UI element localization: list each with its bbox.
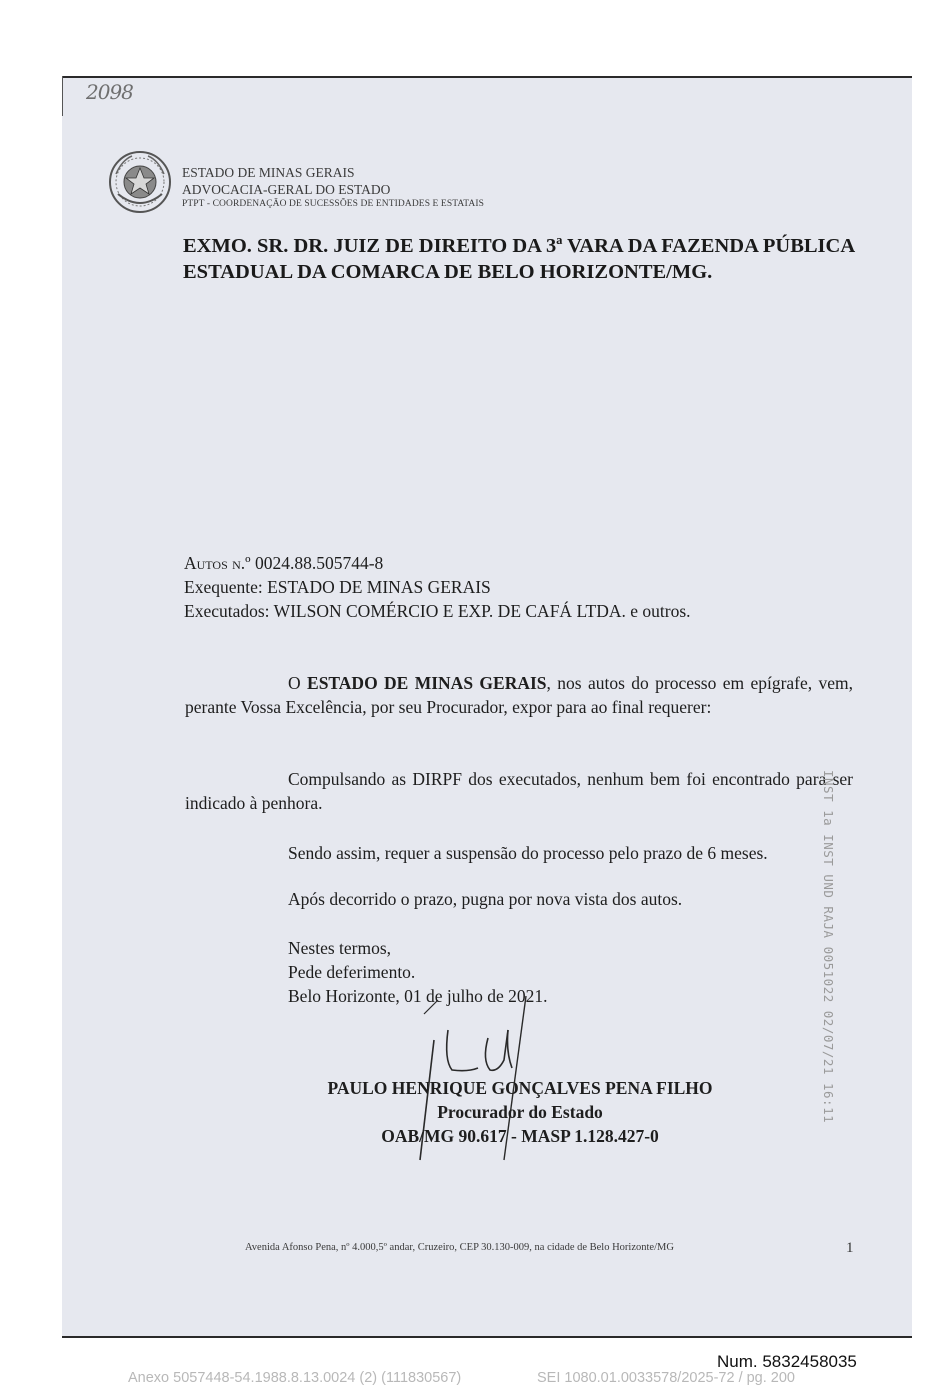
page-number: 1 bbox=[846, 1240, 854, 1256]
autos-line bbox=[184, 551, 691, 575]
paragraph-intro bbox=[185, 671, 853, 719]
sei-reference: SEI 1080.01.0033578/2025-72 / pg. 200 bbox=[537, 1370, 795, 1386]
footer-address: Avenida Afonso Pena, nº 4.000,5º andar, Cruzeiro, CEP 30.130-009, na cidade de Belo Horizonte/MG bbox=[245, 1242, 674, 1253]
exequente-line: Exequente: ESTADO DE MINAS GERAIS bbox=[184, 577, 491, 597]
paragraph-dirpf: Compulsando as DIRPF dos executados, nenhum bem foi encontrado para ser indicado à penhora. bbox=[185, 769, 853, 813]
protocol-stamp: INST 1a INST UND RAJA 0051022 02/07/21 16:11 bbox=[821, 770, 836, 1124]
state-coat-of-arms-icon bbox=[108, 150, 172, 214]
letterhead-state: ESTADO DE MINAS GERAIS bbox=[182, 165, 355, 180]
case-info bbox=[184, 551, 691, 623]
addressee-heading bbox=[183, 233, 855, 285]
paragraph-intro-start: O bbox=[288, 673, 308, 693]
addressee-line-1: EXMO. SR. DR. JUIZ DE DIREITO DA 3ª VARA DA FAZENDA PÚBLICA bbox=[183, 235, 856, 257]
closing-line-2: Pede deferimento. bbox=[288, 962, 416, 982]
paragraph-deadline: Após decorrido o prazo, pugna por nova vista dos autos. bbox=[288, 889, 683, 909]
executados-line: Executados: WILSON COMÉRCIO E EXP. DE CAFÁ LTDA. e outros. bbox=[184, 601, 691, 621]
addressee-line-2: ESTADUAL DA COMARCA DE BELO HORIZONTE/MG. bbox=[183, 261, 713, 283]
handwritten-note: 2098 bbox=[86, 80, 133, 104]
autos-label: Autos n.º bbox=[184, 553, 251, 573]
signer-registration: OAB/MG 90.617 - MASP 1.128.427-0 bbox=[381, 1126, 659, 1146]
paragraph-intro-rest: , nos autos do processo em epígrafe, vem, perante Vossa Excelência, por seu Procurador, expor para ao final requerer: bbox=[185, 673, 854, 717]
autos-number: 0024.88.505744-8 bbox=[254, 553, 384, 573]
closing-line-1: Nestes termos, bbox=[288, 938, 392, 958]
paragraph-request: Sendo assim, requer a suspensão do processo pelo prazo de 6 meses. bbox=[288, 843, 768, 863]
letterhead-agency: ADVOCACIA-GERAL DO ESTADO bbox=[182, 182, 391, 197]
document-number: Num. 5832458035 bbox=[717, 1352, 857, 1371]
signer-name: PAULO HENRIQUE GONÇALVES PENA FILHO bbox=[327, 1078, 713, 1098]
page-edge-line bbox=[62, 76, 63, 116]
anexo-reference: Anexo 5057448-54.1988.8.13.0024 (2) (111830567) bbox=[128, 1370, 462, 1386]
signature-block bbox=[300, 1076, 740, 1148]
closing-date: Belo Horizonte, 01 de julho de 2021. bbox=[288, 986, 548, 1006]
party-name: ESTADO DE MINAS GERAIS bbox=[307, 673, 547, 693]
signer-office: Procurador do Estado bbox=[437, 1102, 603, 1122]
letterhead bbox=[182, 165, 484, 211]
letterhead-department: PTPT - COORDENAÇÃO DE SUCESSÕES DE ENTIDADES E ESTATAIS bbox=[182, 199, 485, 209]
